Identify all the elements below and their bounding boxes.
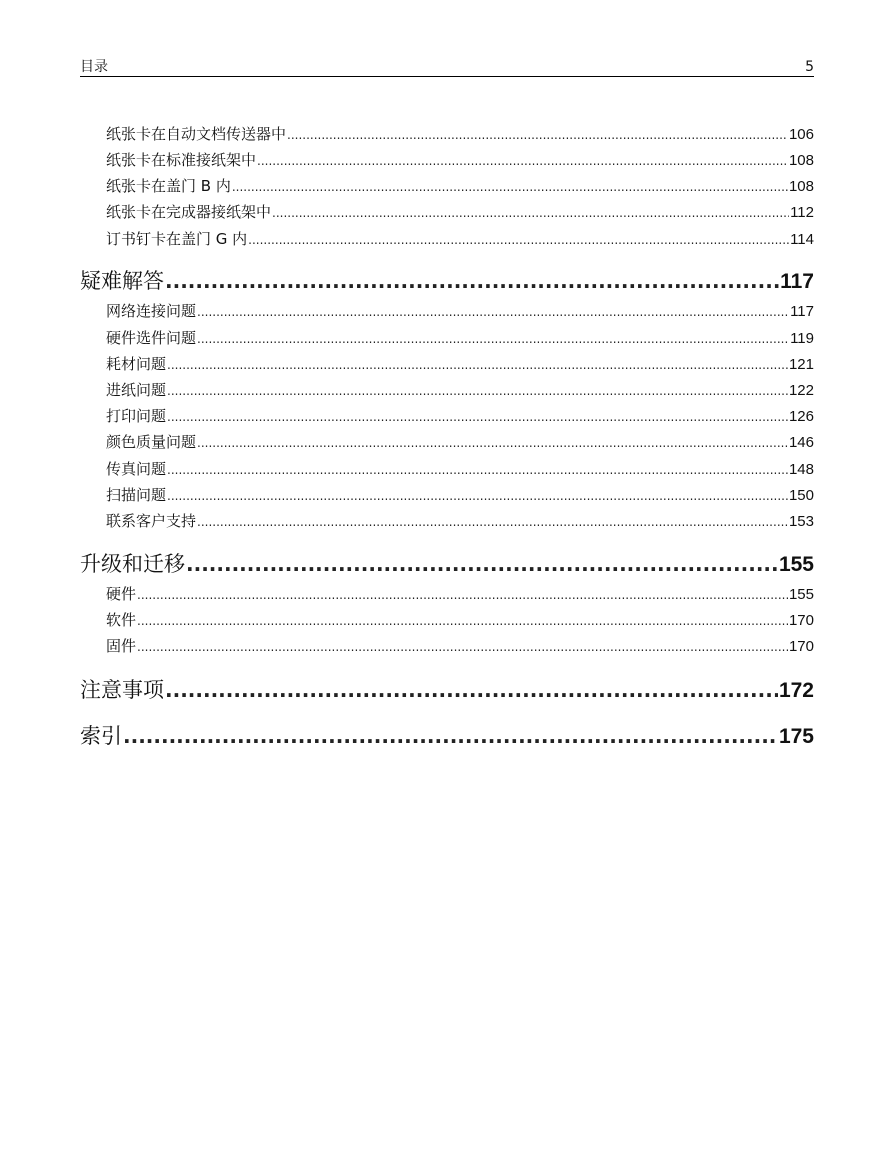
dot-leader [197,433,788,453]
toc-entry-label: 硬件选件问题 [106,329,197,347]
dot-leader [272,203,789,223]
toc-entry[interactable] [106,511,814,531]
toc-chapter-page: 172 [778,679,814,702]
toc-entry-label: 进纸问题 [106,381,167,399]
toc-chapter-title: 疑难解答 [80,269,164,293]
toc-entry-label: 传真问题 [106,460,167,478]
dot-leader [197,302,789,322]
toc-entry[interactable] [106,328,814,348]
toc-entry[interactable] [106,124,814,144]
toc-entry[interactable] [106,229,814,249]
toc-chapter[interactable] [80,267,814,295]
page-number: 5 [805,59,814,75]
toc-entry-label: 纸张卡在盖门 B 内 [106,177,231,195]
toc-entry-page: 170 [788,612,814,629]
toc-entry-label: 扫描问题 [106,486,167,504]
toc-entry[interactable] [106,432,814,452]
dot-leader [167,355,788,375]
page-header [80,58,814,77]
toc-chapter-page: 117 [780,270,814,293]
dot-leader [167,381,788,401]
dot-leader [248,230,789,250]
toc-entry[interactable] [106,459,814,479]
dot-leader [137,585,788,605]
dot-leader [167,486,788,506]
dot-leader [186,550,778,578]
dot-leader [167,460,788,480]
toc-entry-page: 119 [790,330,814,347]
toc-entry[interactable] [106,485,814,505]
toc-entry-page: 148 [788,461,814,478]
dot-leader [165,676,778,704]
toc-entry-page: 121 [788,356,814,373]
toc-entry-label: 纸张卡在标准接纸架中 [106,151,257,169]
toc-entry[interactable] [106,380,814,400]
toc-entry-page: 170 [788,638,814,655]
toc-chapter-title: 索引 [80,724,122,748]
dot-leader [137,611,788,631]
toc-entry[interactable] [106,176,814,196]
dot-leader [232,177,788,197]
dot-leader [257,151,788,171]
toc-entry[interactable] [106,610,814,630]
dot-leader [123,722,778,750]
toc-entry-page: 112 [790,204,814,221]
toc-entry-label: 打印问题 [106,407,167,425]
toc-entry-label: 固件 [106,637,137,655]
toc-entry-label: 软件 [106,611,137,629]
toc-chapter[interactable] [80,550,814,578]
toc-entry-label: 联系客户支持 [106,512,197,530]
toc-entry[interactable] [106,354,814,374]
toc-chapter-page: 155 [778,553,814,576]
toc-chapter[interactable] [80,722,814,750]
dot-leader [167,407,788,427]
toc-entry[interactable] [106,406,814,426]
header-title: 目录 [80,59,108,75]
toc-entry-page: 114 [790,231,814,248]
toc-chapter-title: 升级和迁移 [80,552,185,576]
dot-leader [197,329,789,349]
toc-entry-page: 108 [788,178,814,195]
toc-entry-label: 耗材问题 [106,355,167,373]
dot-leader [137,637,788,657]
toc-entry-page: 126 [788,408,814,425]
toc-entry-page: 153 [788,513,814,530]
toc-chapter-title: 注意事项 [80,678,164,702]
toc-entry-page: 108 [788,152,814,169]
toc-entry[interactable] [106,301,814,321]
toc-entry-page: 117 [790,303,814,320]
toc-entry-label: 纸张卡在自动文档传送器中 [106,125,287,143]
toc-entry-page: 150 [788,487,814,504]
dot-leader [287,125,788,145]
toc-entry-page: 122 [788,382,814,399]
toc-entry-label: 纸张卡在完成器接纸架中 [106,203,272,221]
dot-leader [197,512,788,532]
toc-entry[interactable] [106,636,814,656]
toc-entry-page: 146 [788,434,814,451]
toc-entry-label: 颜色质量问题 [106,433,197,451]
toc-entry-page: 106 [788,126,814,143]
dot-leader [165,267,779,295]
toc-entry[interactable] [106,150,814,170]
toc-entry-label: 订书钉卡在盖门 G 内 [106,230,248,248]
toc-entry[interactable] [106,202,814,222]
toc-entry[interactable] [106,584,814,604]
toc-entry-label: 硬件 [106,585,137,603]
toc-entry-page: 155 [788,586,814,603]
toc-chapter-page: 175 [778,725,814,748]
toc-entry-label: 网络连接问题 [106,302,197,320]
toc-chapter[interactable] [80,676,814,704]
